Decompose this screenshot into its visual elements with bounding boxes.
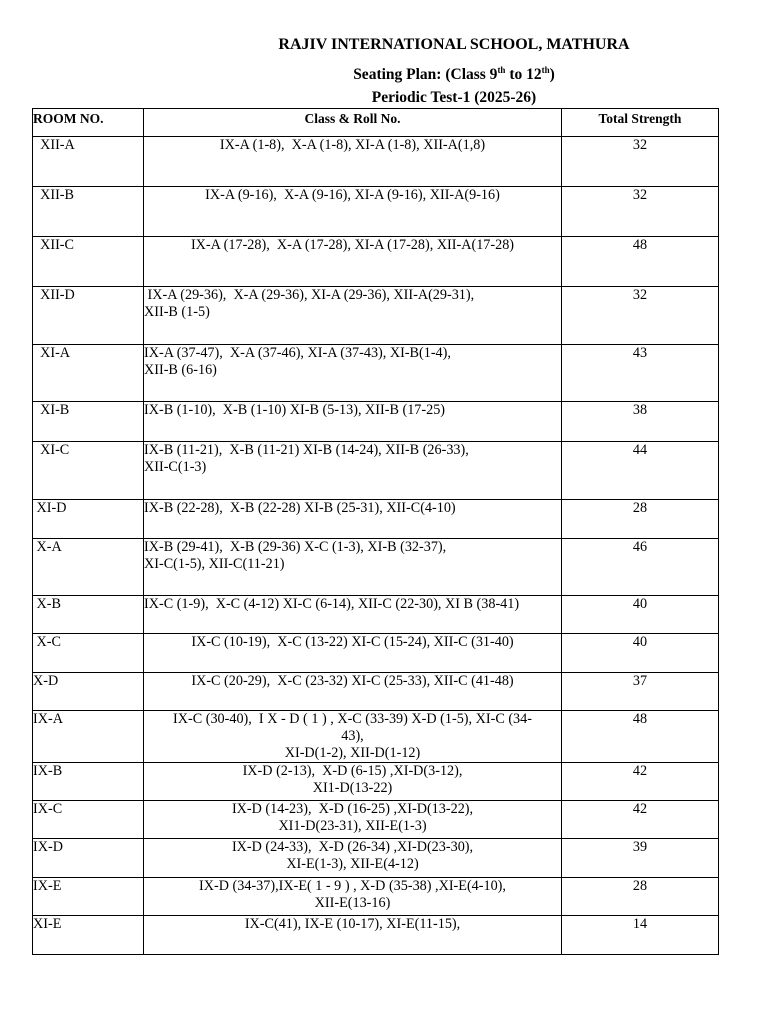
room-no-cell: XII-C <box>33 237 144 287</box>
total-strength-cell: 43 <box>562 345 719 402</box>
total-strength-cell: 32 <box>562 187 719 237</box>
seating-plan-title <box>0 66 768 84</box>
class-roll-line: XII-C(1-3) <box>144 459 207 475</box>
class-roll-line: IX-A (29-36), X-A (29-36), XI-A (29-36), XII-A(29-31), <box>144 287 475 303</box>
room-no-cell: IX-E <box>33 878 144 916</box>
class-roll-cell <box>144 916 562 955</box>
table-row <box>33 345 719 402</box>
room-no-cell: XI-E <box>33 916 144 955</box>
class-roll-line: XII-E(13-16) <box>314 895 391 911</box>
total-strength-cell: 28 <box>562 500 719 539</box>
class-roll-cell <box>144 402 562 442</box>
total-strength-cell: 42 <box>562 801 719 839</box>
table-row <box>33 878 719 916</box>
table-row <box>33 137 719 187</box>
table-row <box>33 711 719 763</box>
room-no-cell: IX-C <box>33 801 144 839</box>
table-row <box>33 839 719 878</box>
seating-plan-mid: to 12 <box>505 66 542 83</box>
superscript-th-1: th <box>497 64 506 75</box>
table-row <box>33 801 719 839</box>
class-roll-line: XI-E(1-3), XII-E(4-12) <box>286 856 419 872</box>
class-roll-cell <box>144 187 562 237</box>
room-no-cell: XII-D <box>33 287 144 345</box>
class-roll-cell <box>144 287 562 345</box>
superscript-th-2: th <box>541 64 550 75</box>
total-strength-cell: 40 <box>562 596 719 634</box>
table-row <box>33 673 719 711</box>
total-strength-cell: 38 <box>562 402 719 442</box>
class-roll-line: IX-C(41), IX-E (10-17), XI-E(11-15), <box>244 916 461 932</box>
class-roll-line: IX-D (34-37),IX-E( 1 - 9 ) , X-D (35-38) ,XI-E(4-10), <box>199 878 506 894</box>
room-no-cell: X-B <box>33 596 144 634</box>
table-row <box>33 763 719 801</box>
room-no-cell: IX-D <box>33 839 144 878</box>
table-row <box>33 402 719 442</box>
total-strength-cell: 32 <box>562 287 719 345</box>
total-strength-cell: 46 <box>562 539 719 596</box>
table-row <box>33 187 719 237</box>
class-roll-line: IX-D (14-23), X-D (16-25) ,XI-D(13-22), <box>231 801 474 817</box>
room-no-cell: XI-A <box>33 345 144 402</box>
table-header-row <box>33 109 719 137</box>
class-roll-cell <box>144 711 562 763</box>
total-strength-cell: 48 <box>562 711 719 763</box>
school-name: RAJIV INTERNATIONAL SCHOOL, MATHURA <box>278 36 630 53</box>
table-row <box>33 596 719 634</box>
class-roll-cell <box>144 763 562 801</box>
class-roll-line: IX-B (1-10), X-B (1-10) XI-B (5-13), XII-B (17-25) <box>144 402 446 418</box>
class-roll-line: IX-B (11-21), X-B (11-21) XI-B (14-24), XII-B (26-33), <box>144 442 469 458</box>
total-strength-cell: 48 <box>562 237 719 287</box>
room-no-cell: XI-C <box>33 442 144 500</box>
table-row <box>33 442 719 500</box>
class-roll-line: IX-A (37-47), X-A (37-46), XI-A (37-43), XI-B(1-4), <box>144 345 451 361</box>
class-roll-cell <box>144 500 562 539</box>
class-roll-cell <box>144 839 562 878</box>
room-no-cell: XII-A <box>33 137 144 187</box>
class-roll-cell <box>144 442 562 500</box>
class-roll-cell <box>144 539 562 596</box>
test-title: Periodic Test-1 (2025-26) <box>371 89 537 106</box>
room-no-cell: XI-D <box>33 500 144 539</box>
total-strength-cell: 44 <box>562 442 719 500</box>
class-roll-cell <box>144 634 562 673</box>
class-roll-line: XII-B (1-5) <box>144 304 210 320</box>
class-roll-line: IX-C (30-40), I X - D ( 1 ) , X-C (33-39) X-D (1-5), XI-C (34- <box>173 711 532 727</box>
class-roll-line: 43), <box>341 728 364 744</box>
room-no-cell: X-C <box>33 634 144 673</box>
class-roll-cell <box>144 878 562 916</box>
seating-plan-table <box>32 108 719 955</box>
class-roll-line: XI1-D(23-31), XII-E(1-3) <box>278 818 427 834</box>
total-strength-cell: 40 <box>562 634 719 673</box>
class-roll-line: IX-D (2-13), X-D (6-15) ,XI-D(3-12), <box>242 763 463 779</box>
header-class-roll: Class & Roll No. <box>144 109 562 137</box>
total-strength-cell: 32 <box>562 137 719 187</box>
class-roll-cell <box>144 137 562 187</box>
class-roll-line: IX-C (10-19), X-C (13-22) XI-C (15-24), XII-C (31-40) <box>191 634 514 650</box>
room-no-cell: X-A <box>33 539 144 596</box>
table-row <box>33 500 719 539</box>
total-strength-cell: 39 <box>562 839 719 878</box>
class-roll-line: IX-A (17-28), X-A (17-28), XI-A (17-28), XII-A(17-28) <box>190 237 515 253</box>
room-no-cell: IX-A <box>33 711 144 763</box>
room-no-cell: XI-B <box>33 402 144 442</box>
class-roll-line: XI1-D(13-22) <box>312 780 393 796</box>
table-row <box>33 634 719 673</box>
class-roll-line: IX-D (24-33), X-D (26-34) ,XI-D(23-30), <box>231 839 474 855</box>
room-no-cell: X-D <box>33 673 144 711</box>
total-strength-cell: 42 <box>562 763 719 801</box>
class-roll-line: XII-B (6-16) <box>144 362 217 378</box>
class-roll-line: IX-B (22-28), X-B (22-28) XI-B (25-31), XII-C(4-10) <box>144 500 456 516</box>
table-row <box>33 539 719 596</box>
class-roll-line: IX-C (1-9), X-C (4-12) XI-C (6-14), XII-C (22-30), XI B (38-41) <box>144 596 520 612</box>
class-roll-line: IX-B (29-41), X-B (29-36) X-C (1-3), XI-B (32-37), <box>144 539 447 555</box>
total-strength-cell: 28 <box>562 878 719 916</box>
class-roll-cell <box>144 801 562 839</box>
table-body <box>33 137 719 955</box>
header-room-no: ROOM NO. <box>33 109 144 137</box>
seating-plan-prefix: Seating Plan: (Class 9 <box>353 66 498 83</box>
room-no-cell: IX-B <box>33 763 144 801</box>
class-roll-line: XI-C(1-5), XII-C(11-21) <box>144 556 285 572</box>
total-strength-cell: 37 <box>562 673 719 711</box>
class-roll-cell <box>144 345 562 402</box>
class-roll-line: IX-A (9-16), X-A (9-16), XI-A (9-16), XII-A(9-16) <box>205 187 500 203</box>
total-strength-cell: 14 <box>562 916 719 955</box>
class-roll-line: IX-A (1-8), X-A (1-8), XI-A (1-8), XII-A(1,8) <box>219 137 486 153</box>
header-total-strength: Total Strength <box>562 109 719 137</box>
class-roll-cell <box>144 596 562 634</box>
class-roll-cell <box>144 237 562 287</box>
room-no-cell: XII-B <box>33 187 144 237</box>
class-roll-cell <box>144 673 562 711</box>
class-roll-line: XI-D(1-2), XII-D(1-12) <box>284 745 421 761</box>
table-row <box>33 287 719 345</box>
seating-plan-suffix: ) <box>549 66 555 83</box>
table-row <box>33 237 719 287</box>
table-row <box>33 916 719 955</box>
class-roll-line: IX-C (20-29), X-C (23-32) XI-C (25-33), XII-C (41-48) <box>191 673 514 689</box>
